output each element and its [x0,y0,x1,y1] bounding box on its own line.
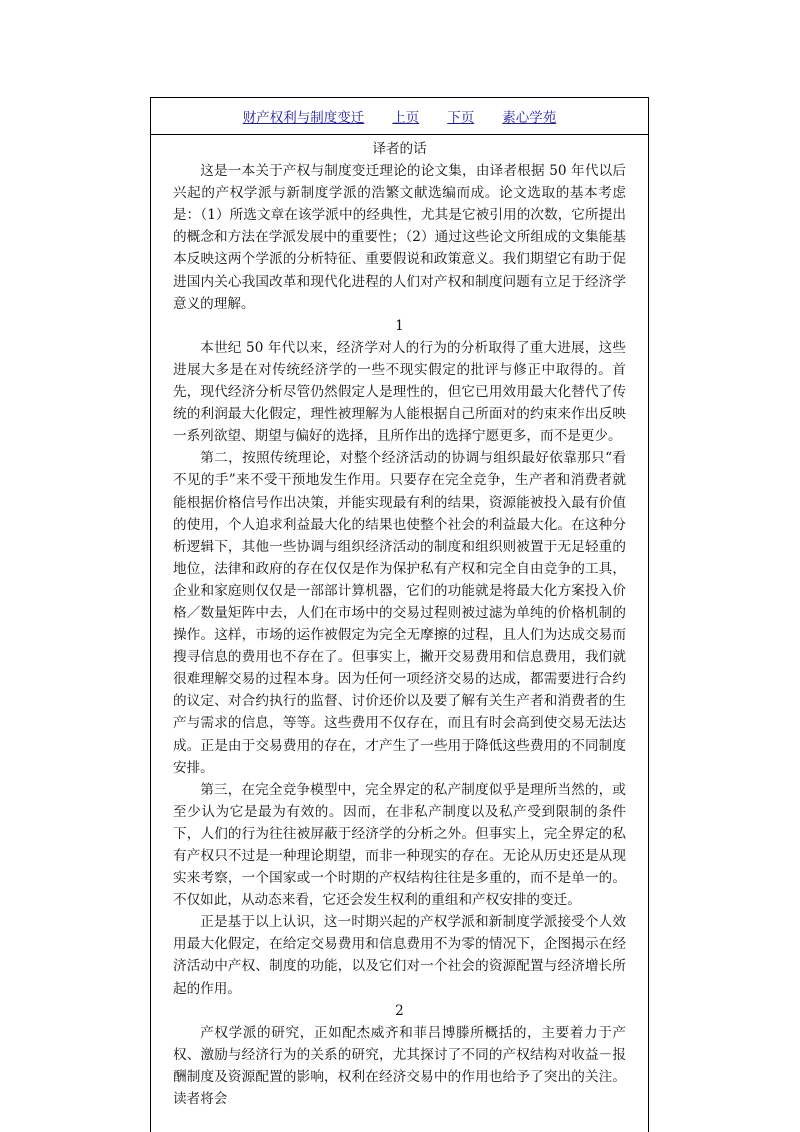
section2-paragraph-1: 产权学派的研究，正如配杰威齐和菲吕博滕所概括的，主要着力于产权、激励与经济行为的关系的研究，尤其探讨了不同的产权结构对收益－报酬制度及资源配置的影响，权利在经济交易中的作用也给予了突出的关注。读者将会 [173,1024,626,1108]
navigation-bar [151,98,648,135]
section1-paragraph-4: 正是基于以上认识，这一时期兴起的产权学派和新制度学派接受个人效用最大化假定，在给定交易费用和信息费用不为零的情况下，企图揭示在经济活动中产权、制度的功能，以及它们对一个社会的资源配置与经济增长所起的作用。 [173,914,626,997]
previous-page-link[interactable]: 上页 [392,110,420,126]
book-title-link[interactable]: 财产权利与制度变迁 [242,110,365,126]
document-frame [150,97,649,1132]
intro-paragraph: 这是一本关于产权与制度变迁理论的论文集，由译者根据 50 年代以后兴起的产权学派与新制度学派的浩繁文献选编而成。论文选取的基本考虑是：（1）所选文章在该学派中的经典性，尤其是它被引用的次数，它所提出的概念和方法在学派发展中的重要性；（2）通过这些论文所组成的文集能基本反映这两个学派的分析特征、重要假说和政策意义。我们期望它有助于促进国内关心我国改革和现代化进程的人们对产权和制度问题有立足于经济学意义的理解。 [173,163,626,312]
section1-paragraph-1: 本世纪 50 年代以来，经济学对人的行为的分析取得了重大进展，这些进展大多是在对传统经济学的一些不现实假定的批评与修正中取得的。首先，现代经济分析尽管仍然假定人是理性的，但它已用效用最大化替代了传统的利润最大化假定，理性被理解为人能根据自己所面对的约束来作出反映一系列欲望、期望与偏好的选择，且所作出的选择宁愿更多，而不是更少。 [173,339,626,445]
section1-paragraph-3: 第三，在完全竞争模型中，完全界定的私产制度似乎是理所当然的，或至少认为它是最为有效的。因而，在非私产制度以及私产受到限制的条件下，人们的行为往往被屏蔽于经济学的分析之外。但事实上，完全界定的私有产权只不过是一种理论期望，而非一种现实的存在。无论从历史还是从现实来考察，一个国家或一个时期的产权结构往往是多重的，而不是单一的。不仅如此，从动态来看，它还会发生权利的重组和产权安排的变迁。 [173,781,626,909]
document-body [173,138,626,1110]
section-number-2: 2 [395,1002,404,1019]
section-number-1: 1 [395,317,404,334]
next-page-link[interactable]: 下页 [447,110,475,126]
section1-paragraph-2: 第二，按照传统理论，对整个经济活动的协调与组织最好依靠那只“看不见的手”来不受干预地发生作用。只要存在完全竞争，生产者和消费者就能根据价格信号作出决策，并能实现最有利的结果，资源能被投入最有价值的使用，个人追求利益最大化的结果也使整个社会的利益最大化。在这种分析逻辑下，其他一些协调与组织经济活动的制度和组织则被置于无足轻重的地位，法律和政府的存在仅仅是作为保护私有产权和完全自由竞争的工具，企业和家庭则仅仅是一部部计算机器，它们的功能就是将最大化方案投入价格／数量矩阵中去，人们在市场中的交易过程则被过滤为单纯的价格机制的操作。这样，市场的运作被假定为完全无摩擦的过程，且人们为达成交易而搜寻信息的费用也不存在了。但事实上，撇开交易费用和信息费用，我们就很难理解交易的过程本身。因为任何一项经济交易的达成，都需要进行合约的议定、对合约执行的监督、讨价还价以及要了解有关生产者和消费者的生产与需求的信息，等等。这些费用不仅存在，而且有时会高到使交易无法达成。正是由于交易费用的存在，才产生了一些用于降低这些费用的不同制度安排。 [173,450,626,776]
page-title: 译者的话 [372,141,427,157]
site-link[interactable]: 素心学苑 [502,110,557,126]
